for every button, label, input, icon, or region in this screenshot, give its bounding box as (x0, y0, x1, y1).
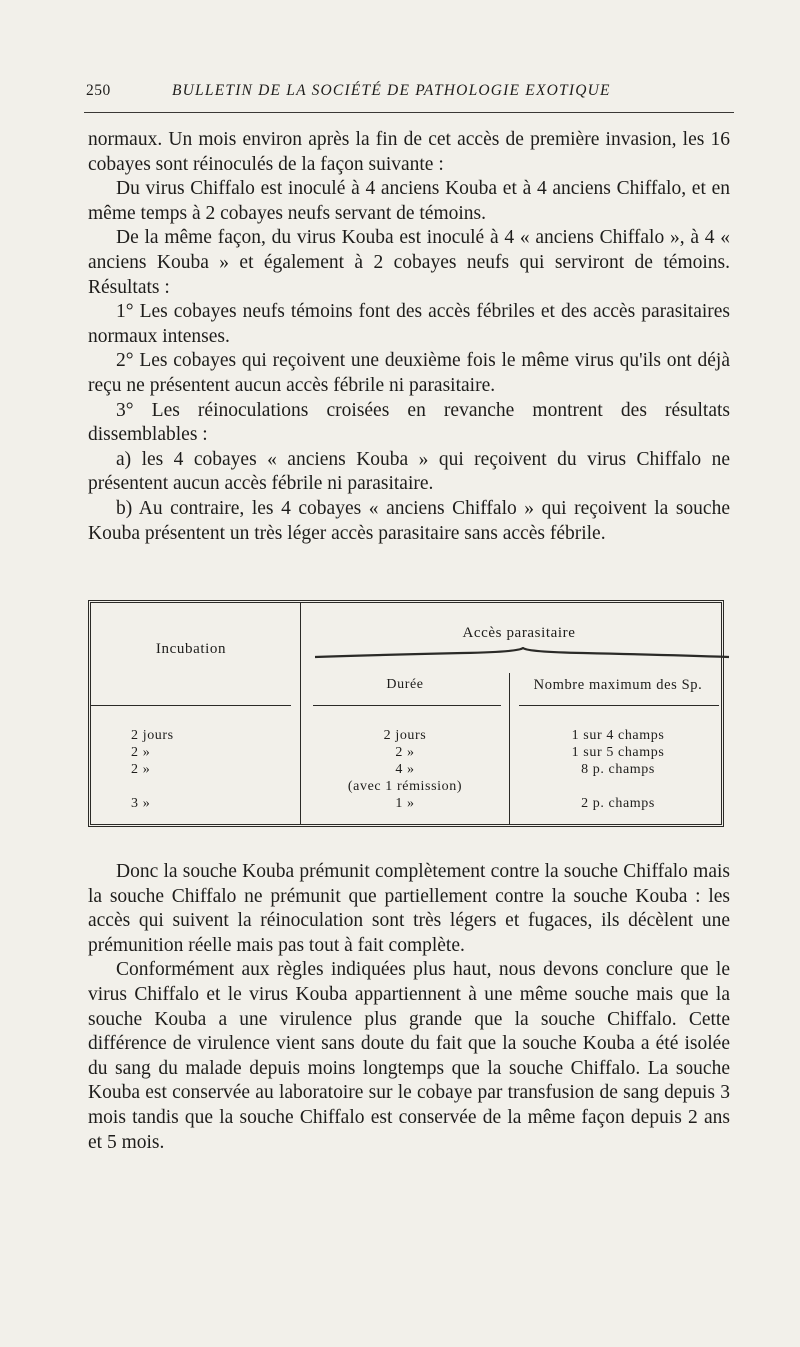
paragraph: 3° Les réinoculations croisées en revanche montrent des résultats dissemblables : (88, 399, 730, 446)
table-cell: (avec 1 rémission) (347, 779, 463, 794)
header-acces-parasitaire: Accès parasitaire (462, 625, 576, 641)
table-cell: 2 » (395, 745, 415, 760)
table-cell: 2 » (131, 745, 151, 760)
paragraph: 2° Les cobayes qui reçoivent une deuxième fois le même virus qu'ils ont déjà reçu ne présentent aucun accès fébrile ni parasitaire. (88, 350, 730, 396)
table-cell (511, 778, 725, 795)
header-nombre: Nombre maximum des Sp. (533, 677, 703, 693)
table-cell: 2 p. champs (581, 796, 655, 811)
duree-column (301, 727, 509, 812)
brace-icon (313, 647, 733, 659)
table-cell: 2 jours (131, 728, 174, 743)
header-rule (91, 705, 291, 706)
paragraph: Conformément aux règles indiquées plus haut, nous devons conclure que le virus Chiffalo et le virus Kouba appartiennent à une même souche mais que la souche Kouba a une virulence plus grande que la souche Chiffalo. Cette différence de virulence vient sans doute du fait que la souche Kouba a été isolée du sang du malade depuis moins longtemps que la souche Chiffalo. La souche Kouba est conservée au laboratoire sur le cobaye par transfusion de sang depuis 3 mois tandis que la souche Chiffalo est conservée de la même façon depuis 2 ans et 5 mois. (88, 959, 730, 1153)
paragraph: De la même façon, du virus Kouba est inoculé à 4 « anciens Chiffalo », à 4 « anciens Kouba » et également à 2 cobayes neufs qui serviront de témoins. Résultats : (88, 227, 730, 298)
header-incubation: Incubation (155, 641, 227, 657)
paragraph: Du virus Chiffalo est inoculé à 4 anciens Kouba et à 4 anciens Chiffalo, et en même temps à 2 cobayes neufs servant de témoins. (88, 178, 730, 224)
paragraph: 1° Les cobayes neufs témoins font des accès fébriles et des accès parasitaires normaux intenses. (88, 301, 730, 347)
column-divider (509, 673, 510, 824)
body-text-after-table (88, 860, 730, 1155)
table-cell: 2 jours (383, 728, 427, 743)
body-text-before-table (88, 128, 730, 546)
table-cell: 1 » (395, 796, 415, 811)
header-rule (519, 705, 719, 706)
results-table (88, 600, 724, 827)
table-cell: 1 sur 5 champs (571, 745, 665, 760)
paragraph: a) les 4 cobayes « anciens Kouba » qui reçoivent du virus Chiffalo ne présentent aucun accès fébrile ni parasitaire. (88, 448, 730, 495)
table-cell: 4 » (395, 762, 415, 777)
table-cell (131, 778, 291, 795)
journal-title: BULLETIN DE LA SOCIÉTÉ DE PATHOLOGIE EXOTIQUE (172, 82, 611, 99)
paragraph: normaux. Un mois environ après la fin de cet accès de première invasion, les 16 cobayes sont réinoculés de la façon suivante : (88, 129, 730, 175)
page-number: 250 (86, 82, 111, 99)
incubation-column (131, 727, 291, 812)
header-rule (84, 112, 734, 113)
table-cell: 8 p. champs (581, 762, 655, 777)
paragraph: Donc la souche Kouba prémunit complètement contre la souche Chiffalo mais la souche Chiffalo ne prémunit que partiellement contre la souche Kouba : les accès qui suivent la réinoculation sont très légers et fugaces, ils décèlent une prémunition réelle mais pas tout à fait complète. (88, 861, 730, 956)
table-cell: 2 » (131, 762, 151, 777)
header-rule (313, 705, 501, 706)
paragraph: b) Au contraire, les 4 cobayes « anciens Chiffalo » qui reçoivent la souche Kouba présentent un très léger accès parasitaire sans accès fébrile. (88, 497, 730, 544)
table-cell: 1 sur 4 champs (571, 728, 665, 743)
header-duree: Durée (386, 677, 424, 692)
nombre-column (511, 727, 725, 812)
table-cell: 3 » (131, 796, 151, 811)
